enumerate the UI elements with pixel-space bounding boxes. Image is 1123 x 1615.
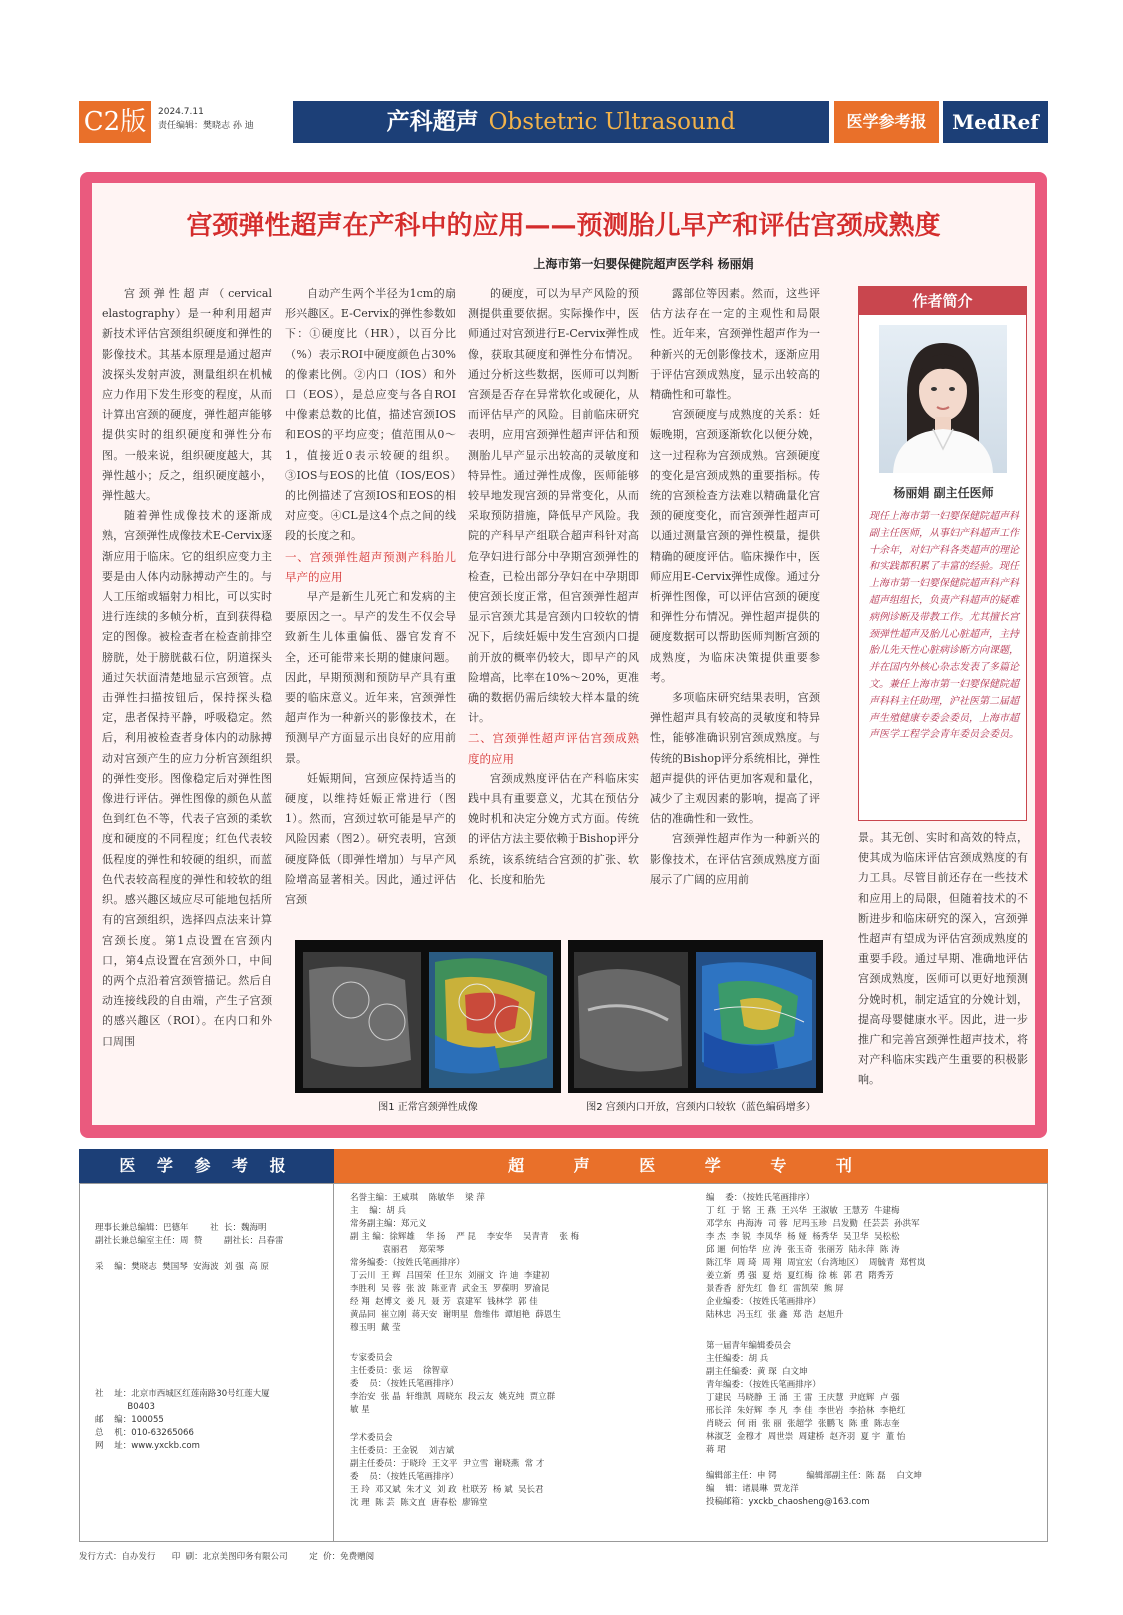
section-banner bbox=[293, 101, 829, 143]
brand-en: MedRef bbox=[943, 101, 1048, 143]
paragraph: 露部位等因素。然而，这些评估方法存在一定的主观性和局限性。近年来，宫颈弹性超声作为一种新兴的无创影像技术，逐渐应用于评估宫颈成熟度，显示出较高的精确性和可靠性。 bbox=[650, 287, 820, 402]
ultrasound-image-1 bbox=[295, 940, 561, 1093]
article-column-3 bbox=[468, 284, 639, 939]
section-title-en: Obstetric Ultrasound bbox=[488, 109, 736, 135]
responsible-editor: 责任编辑：樊晓志 孙 迪 bbox=[158, 121, 254, 131]
footer-divider bbox=[333, 1183, 334, 1542]
author-name: 杨丽娟 副主任医师 bbox=[893, 486, 994, 500]
paragraph: 宫颈成熟度评估在产科临床实践中具有重要意义，尤其在预估分娩时机和决定分娩方式方面。传统的评估方法主要依赖于Bishop评分系统，该系统结合宫颈的扩张、软化、长度和胎先 bbox=[468, 771, 639, 886]
ultrasound-image-2 bbox=[568, 940, 823, 1093]
issue-date: 2024.7.11 bbox=[158, 107, 204, 117]
paragraph: 多项临床研究结果表明，宫颈弹性超声具有较高的灵敏度和特异性，能够准确识别宫颈成熟度。与传统的Bishop评分系统相比，弹性超声提供的评估更加客观和量化，减少了主观因素的影响，提高了评估的准确性和一致性。 bbox=[650, 691, 820, 826]
article-column-2 bbox=[285, 284, 456, 939]
paragraph: 自动产生两个半径为1cm的扇形兴趣区。E-Cervix的弹性参数如下：①硬度比（HR），以百分比（%）表示ROI中硬度颜色占30%的像素比例。②内口（IOS）和外口（EOS），是总应变与各自ROI中像素总数的比值，描述宫颈IOS和EOS的平均应变；值范围从0～1，值接近0表示较硬的组织。③IOS与EOS的比值（IOS/EOS）的比例描述了宫颈IOS和EOS的相对应变。④CL是这4个点之间的线段的长度之和。 bbox=[285, 287, 456, 543]
article-author: 上海市第一妇婴保健院超声医学科 杨丽娟 bbox=[533, 257, 754, 271]
figure-2-caption: 图2 宫颈内口开放，宫颈内口较软（蓝色编码增多） bbox=[586, 1102, 816, 1113]
paragraph: 随着弹性成像技术的逐渐成熟，宫颈弹性成像技术E-Cervix逐渐应用于临床。它的组织应变力主要是由人体内动脉搏动产生的。与人工压缩或辐射力相比，可以实时进行连续的多帧分析，直到获得稳定的图像。被检查者在检查前排空膀胱，处于膀胱截石位，阴道探头通过矢状面清楚地显示宫颈管。点击弹性扫描按钮后，保持探头稳定，患者保持平静，呼吸稳定。然后，利用被检查者身体内的动脉搏动对宫颈产生的应力分析宫颈组织的弹性变形。图像稳定后对弹性图像进行评估。弹性图像的颜色从蓝色到红色不等，代表子宫颈的柔软度和硬度的不同程度；红色代表较低程度的弹性和较硬的组织，而蓝色代表较高程度的弹性和较软的组织。感兴趣区域应尽可能地包括所有的宫颈组织，选择四点法来计算宫颈长度。第1点设置在宫颈内口，第4点设置在宫颈外口，中间的两个点沿着宫颈管描记。然后自动连接线段的自由端，产生子宫颈的感兴趣区（ROI）。在内口和外口周围 bbox=[102, 509, 272, 1048]
author-portrait-icon bbox=[879, 325, 1007, 473]
page-header bbox=[79, 101, 1048, 143]
paragraph: 宫颈硬度与成熟度的关系：妊娠晚期，宫颈逐渐软化以便分娩，这一过程称为宫颈成熟。宫颈硬度的变化是宫颈成熟的重要指标。传统的宫颈检查方法难以精确量化宫颈的硬度变化，而宫颈弹性超声可以通过测量宫颈的弹性模量，提供精确的硬度评估。临床操作中，医师应用E-Cervix弹性成像。通过分析弹性图像，可以评估宫颈的硬度和弹性分布情况。弹性超声提供的硬度数据可以帮助医师判断宫颈的成熟度，为临床决策提供重要参考。 bbox=[650, 408, 820, 684]
section-heading-1: 一、宫颈弹性超声预测产科胎儿早产的应用 bbox=[285, 549, 456, 584]
footer-staff: 理事长兼总编辑：巴德年 社 长：魏海明 副社长兼总编室主任：周 赞 副社长：吕春雷 采 编：樊晓志 樊国琴 安海波 刘 强 高 原 bbox=[95, 1223, 284, 1272]
paragraph: 宫颈弹性超声（cervical elastography）是一种利用超声新技术评估宫颈组织硬度和弹性的影像技术。其基本原理是通过超声波探头发射声波，测量组织在机械应力作用下发生形变的程度，从而计算出宫颈的硬度，弹性超声能够提供实时的组织硬度和弹性分布图。一般来说，组织硬度越大，其弹性越小；反之，组织硬度越小，弹性越大。 bbox=[102, 287, 272, 503]
footer-board: 编 委：（按姓氏笔画排序） 丁 红 于 铭 王 燕 王兴华 王淑敏 王慧芳 牛建梅 邓学东 冉海涛 司 蓉 尼玛玉珍 吕发勤 任芸芸 孙洪军 李 杰 李 锐 李凤华 杨 娅 杨秀华 吴卫华 吴松松 邱 逦 何怡华 应 涛 张玉奇 张丽芳 陆永萍 陈 涛 陈江华 周 琦 周 翔 周宜宏（台湾地区） 周毓青 郑哲岚 姜立新 勇 强 夏 焙 夏红梅 徐 栋 郭 君 隋秀芳 景香香 舒先红 鲁 红 雷凯荣 熊 屏 企业编委：（按姓氏笔画排序） 陆林忠 冯玉红 张 鑫 郑 浩 赵旭升 bbox=[706, 1193, 926, 1320]
bio-text: 现任上海市第一妇婴保健院超声科副主任医师，从事妇产科超声工作十余年，对妇产科各类超声的理论和实践都积累了丰富的经验。现任上海市第一妇婴保健院超声科产科超声组组长，负责产科超声的疑难病例诊断及带教工作。尤其擅长宫颈弹性超声及胎儿心脏超声，主持胎儿先天性心脏病诊断方向课题，并在国内外核心杂志发表了多篇论文。兼任上海市第一妇婴保健院超声科科主任助理，沪社医第二届超声生殖健康专委会委员，上海市超声医学工程学会青年委员会委员。 bbox=[869, 511, 1019, 741]
bio-heading: 作者简介 bbox=[859, 287, 1026, 315]
article-column-1 bbox=[102, 284, 272, 1084]
footer-experts: 专家委员会 主任委员：张 运 徐智章 委 员：（按姓氏笔画排序） 李治安 张 晶 轩维凯 周晓东 段云友 姚克纯 贾立群 敏 星 bbox=[350, 1353, 556, 1415]
footer-editorial-dept: 编辑部主任：申 锷 编辑部副主任：陈 磊 白文坤 编 辑：诸晨琳 贾龙洋 投稿邮箱：yxckb_chaosheng@163.com bbox=[706, 1471, 922, 1507]
figure-2 bbox=[568, 940, 823, 1093]
figure-1 bbox=[295, 940, 561, 1093]
article-column-5 bbox=[858, 828, 1028, 1118]
paragraph: 景。其无创、实时和高效的特点，使其成为临床评估宫颈成熟度的有力工具。尽管目前还存在一些技术和应用上的局限，但随着技术的不断进步和临床研究的深入，宫颈弹性超声有望成为评估宫颈成熟度的重要手段。通过早期、准确地评估宫颈成熟度，医师可以更好地预测分娩时机，制定适宜的分娩计划，提高母婴健康水平。因此，进一步推广和完善宫颈弹性超声技术，将对产科临床实践产生重要的积极影响。 bbox=[858, 831, 1028, 1087]
author-bio-box bbox=[858, 286, 1027, 821]
footer-editorial: 名誉主编：王威琪 陈敏华 梁 萍 主 编：胡 兵 常务副主编：郑元义 副 主 编：徐辉雄 华 扬 严 昆 李安华 吴青青 张 梅 袁丽君 郑荣琴 常务编委：（按姓氏笔画排序） 丁云川 王 辉 吕国荣 任卫东 刘丽文 许 迪 李建初 李胜利 吴 蓉 张 波 陈亚青 武金玉 罗葆明 罗渝昆 经 翔 赵博文 姜 凡 聂 芳 袁建军 钱林学 郭 佳 黄品同 崔立刚 蒋天安 谢明星 詹维伟 谭旭艳 薛恩生 穆玉明 戴 莹 bbox=[350, 1193, 580, 1333]
author-photo bbox=[879, 325, 1007, 473]
paragraph: 早产是新生儿死亡和发病的主要原因之一。早产的发生不仅会导致新生儿体重偏低、器官发育不全，还可能带来长期的健康问题。因此，早期预测和预防早产具有重要的临床意义。近年来，宫颈弹性超声作为一种新兴的影像技术，在预测早产方面显示出良好的应用前景。 bbox=[285, 590, 456, 765]
footer-left-title: 医 学 参 考 报 bbox=[79, 1149, 334, 1183]
section-title-cn: 产科超声 bbox=[386, 108, 479, 135]
section-heading-2: 二、宫颈弹性超声评估宫颈成熟度的应用 bbox=[468, 731, 639, 766]
paragraph: 妊娠期间，宫颈应保持适当的硬度，以维持妊娠正常进行（图1）。然而，宫颈过软可能是早产的风险因素（图2）。研究表明，宫颈硬度降低（即弹性增加）与早产风险增高显著相关。因此，通过评估宫颈 bbox=[285, 771, 456, 907]
footer-youth: 第一届青年编辑委员会 主任编委：胡 兵 副主任编委：黄 琛 白文坤 青年编委：（按姓氏笔画排序） 丁建民 马晓静 王 涌 王 雷 王庆慧 尹庭辉 卢 强 邢长洋 朱好辉 李 凡 李 佳 李世岩 李拾林 李艳红 肖晓云 何 雨 张 丽 张超学 张鹏飞 陈 重 陈志奎 林淑芝 金穆才 周世崇 周建桥 赵齐羽 夏 宇 董 怡 蒋 珺 bbox=[706, 1341, 906, 1455]
paragraph: 宫颈弹性超声作为一种新兴的影像技术，在评估宫颈成熟度方面展示了广阔的应用前 bbox=[650, 832, 820, 886]
footer-right-title: 超 声 医 学 专 刊 bbox=[334, 1149, 1048, 1183]
figure-1-caption: 图1 正常宫颈弹性成像 bbox=[378, 1102, 478, 1113]
article-title: 宫颈弹性超声在产科中的应用——预测胎儿早产和评估宫颈成熟度 bbox=[186, 211, 941, 241]
publication-info: 发行方式：自办发行 印 刷：北京美图印务有限公司 定 价：免费赠阅 bbox=[79, 1552, 375, 1562]
article-column-4 bbox=[650, 284, 820, 939]
footer-header-bar bbox=[79, 1149, 1048, 1183]
issue-meta bbox=[158, 105, 254, 133]
edition-tag: C2版 bbox=[79, 101, 151, 143]
paragraph: 的硬度，可以为早产风险的预测提供重要依据。实际操作中，医师通过对宫颈进行E-Cervix弹性成像，获取其硬度和弹性分布情况。通过分析这些数据，医师可以判断宫颈是否存在异常软化或硬化，从而评估早产的风险。目前临床研究表明，应用宫颈弹性超声评估和预测胎儿早产显示出较高的灵敏度和特异性。通过弹性成像，医师能够较早地发现宫颈的异常变化，从而采取预防措施，降低早产风险。我院的产科早产组联合超声科针对高危孕妇进行部分中孕期宫颈弹性的检查，已检出部分孕妇在中孕期即使宫颈长度正常，但宫颈弹性超声显示宫颈尤其是宫颈内口较软的情况下，后续妊娠中发生宫颈内口提前开放的概率仍较大，即早产的风险增高，比率在10%～20%，更准确的数据仍需后续较大样本量的统计。 bbox=[468, 287, 639, 725]
footer-academic: 学术委员会 主任委员：王金锐 刘吉斌 副主任委员：于晓玲 王文平 尹立雪 谢晓燕 常 才 委 员：（按姓氏笔画排序） 王 玲 邓又斌 朱才义 刘 政 杜联芳 杨 斌 吴长君 沈 理 陈 芸 陈文直 唐春松 廖锦堂 bbox=[350, 1433, 545, 1508]
footer-contact: 社 址：北京市西城区红莲南路30号红莲大厦 B0403 邮 编：100055 总 机：010-63265066 网 址：www.yxckb.com bbox=[95, 1389, 270, 1451]
brand-cn: 医学参考报 bbox=[834, 101, 939, 143]
